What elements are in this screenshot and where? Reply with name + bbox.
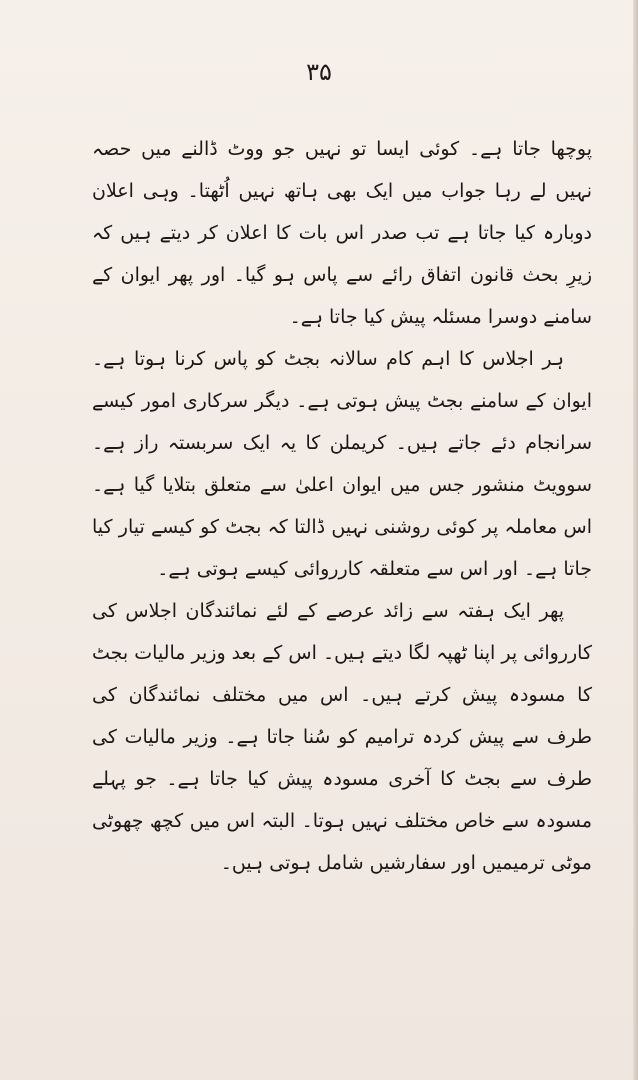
paragraph-3: پھر ایک ہفتہ سے زائد عرصے کے لئے نمائندگان اجلاس کی کارروائی پر اپنا ٹھپہ لگا دیتے ہیں۔ اس کے بعد وزیر مالیات بجٹ کا مسودہ پیش کرتے ہیں۔ اس میں مختلف نمائندگان کی طرف سے پیش کردہ ترامیم کو سُنا جاتا ہے۔ وزیر مالیات کی طرف سے بجٹ کا آخری مسودہ پیش کیا جاتا ہے۔ جو پہلے مسودہ سے خاص مختلف نہیں ہوتا۔ البتہ اس میں کچھ چھوٹی موٹی ترمیمیں اور سفارشیں شامل ہوتی ہیں۔ bbox=[92, 600, 592, 874]
body-text bbox=[92, 128, 592, 884]
page-number: ۳۵ bbox=[306, 58, 332, 86]
paragraph-1: پوچھا جاتا ہے۔ کوئی ایسا تو نہیں جو ووٹ ڈالنے میں حصہ نہیں لے رہا جواب میں ایک بھی ہاتھ نہیں اُٹھتا۔ وہی اعلان دوبارہ کیا جاتا ہے تب صدر اس بات کا اعلان کر دیتے ہیں کہ زیرِ بحث قانون اتفاق رائے سے پاس ہو گیا۔ اور پھر ایوان کے سامنے دوسرا مسئلہ پیش کیا جاتا ہے۔ bbox=[92, 138, 592, 328]
page-edge bbox=[633, 0, 638, 1080]
paragraph-2: ہر اجلاس کا اہم کام سالانہ بجٹ کو پاس کرنا ہوتا ہے۔ ایوان کے سامنے بجٹ پیش ہوتی ہے۔ دیگر سرکاری امور کیسے سرانجام دئے جاتے ہیں۔ کریملن کا یہ ایک سربستہ راز ہے۔ سوویٹ منشور جس میں ایوان اعلیٰ سے متعلق بتلایا گیا ہے۔ اس معاملہ پر کوئی روشنی نہیں ڈالتا کہ بجٹ کو کیسے تیار کیا جاتا ہے۔ اور اس سے متعلقہ کارروائی کیسے ہوتی ہے۔ bbox=[92, 348, 592, 580]
